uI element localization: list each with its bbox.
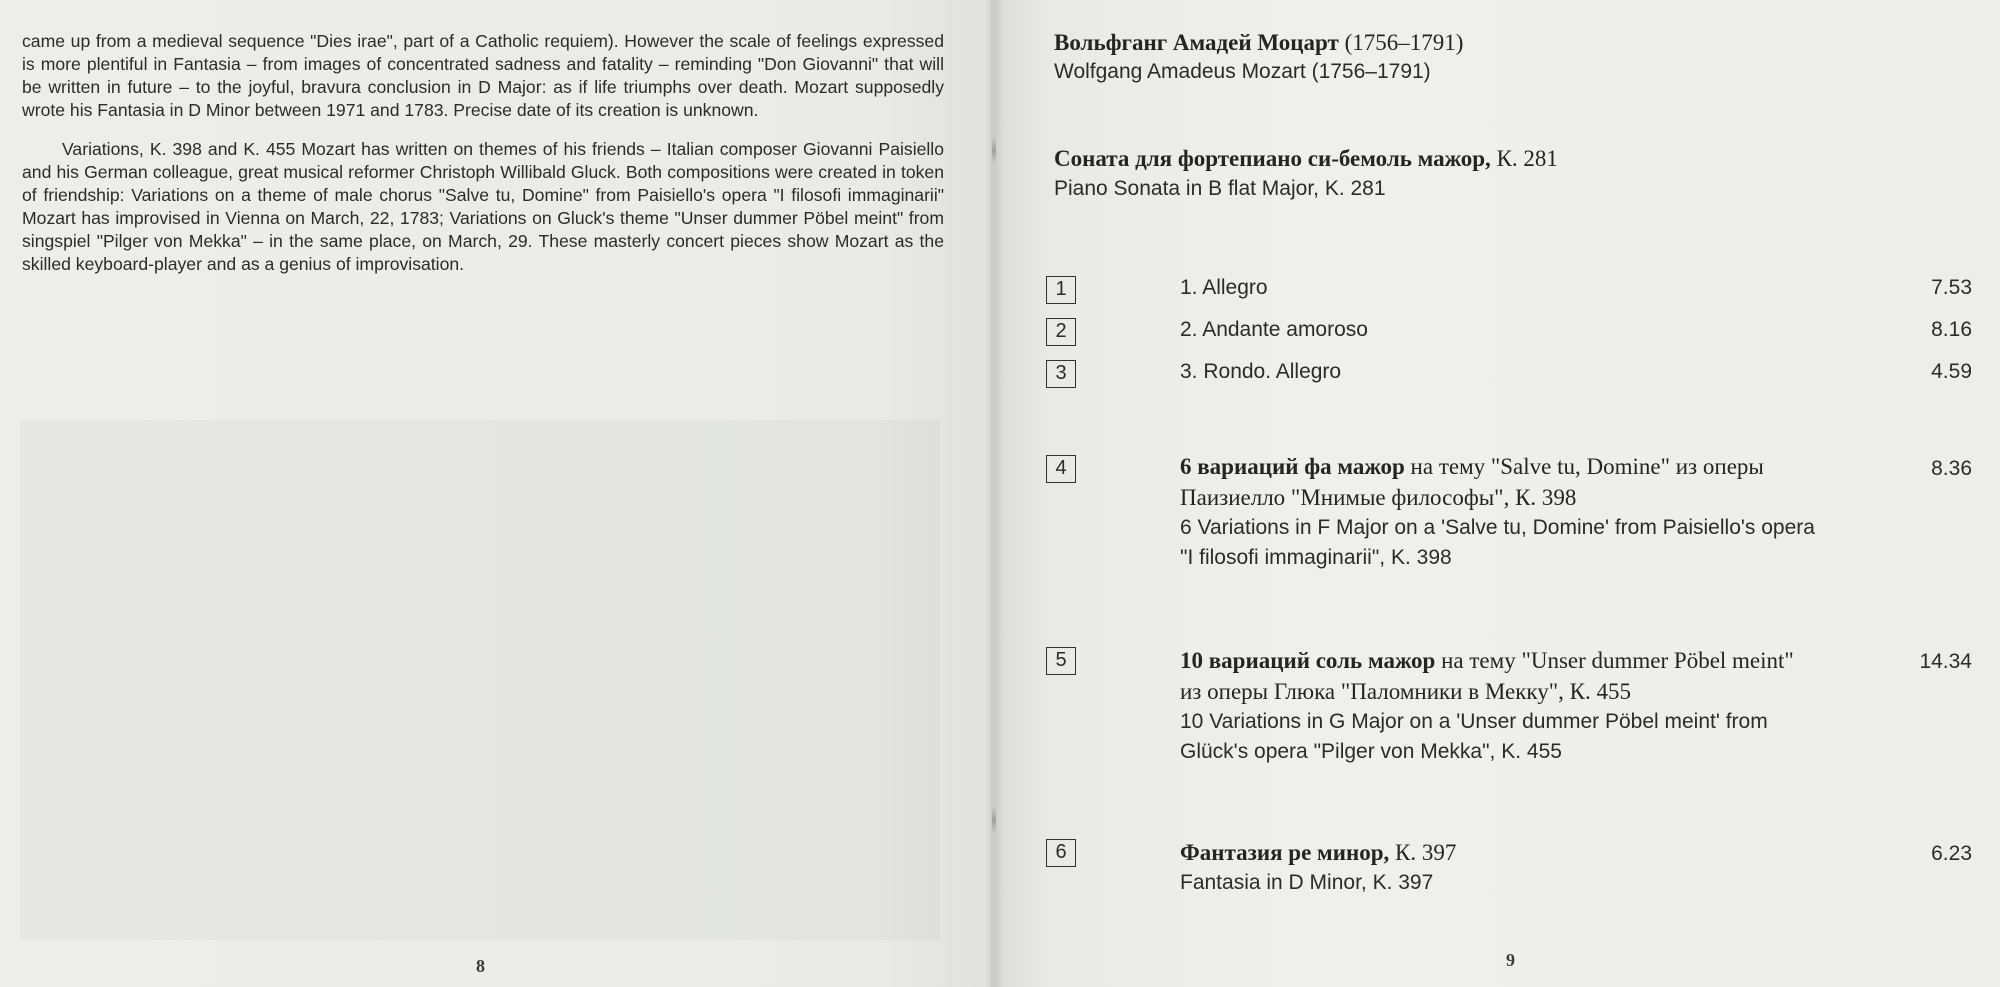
track-title-1: 1. Allegro — [1180, 276, 1268, 299]
composer-name-russian: Вольфганг Амадей Моцарт (1756–1791) — [1054, 30, 1464, 55]
paragraph-fantasia: came up from a medieval sequence "Dies irae", part of a Catholic requiem). However the scale of feelings expressed is more plentiful in Fantasia – from images of concentrated sadness and fatality – reminding "Don Giovanni" that will be written in future – to the joyful, bravura conclusion in D Major: as if life triumphs over death. Mozart supposedly wrote his Fantasia in D Minor between 1971 and 1783. Precise date of its creation is unknown. — [22, 31, 944, 120]
left-page — [0, 0, 990, 987]
track-title-3: 3. Rondo. Allegro — [1180, 360, 1342, 383]
left-page-body — [22, 30, 944, 292]
work-title-russian: 6 вариаций фа мажор на тему "Salve tu, Domine" из оперы Паизиелло "Мнимые философы", К. 398 — [1180, 454, 1764, 510]
track-number-4: 4 — [1046, 455, 1076, 483]
work-fantasia-k397 — [1180, 837, 1820, 898]
work-title-russian: Фантазия ре минор, К. 397 — [1180, 840, 1457, 865]
work-variations-k455 — [1180, 645, 1820, 767]
sonata-title-russian: Соната для фортепиано си-бемоль мажор, К. 281 — [1054, 146, 1558, 171]
track-time-3: 4.59 — [1931, 360, 1972, 383]
track-time-5: 14.34 — [1919, 650, 1972, 673]
page-number-right: 9 — [1506, 950, 1515, 970]
staple-top — [992, 135, 996, 165]
track-title-2: 2. Andante amoroso — [1180, 318, 1368, 341]
staple-bottom — [992, 805, 996, 835]
track-number-1: 1 — [1046, 276, 1076, 304]
composer-name-english: Wolfgang Amadeus Mozart (1756–1791) — [1054, 60, 1431, 83]
track-time-6: 6.23 — [1931, 842, 1972, 865]
track-number-3: 3 — [1046, 360, 1076, 388]
bleed-through-text — [20, 420, 940, 940]
work-title-russian: 10 вариаций соль мажор на тему "Unser dummer Pöbel meint" из оперы Глюка "Паломники в Мекку", К. 455 — [1180, 648, 1794, 704]
page-number-left: 8 — [476, 956, 485, 976]
track-time-2: 8.16 — [1931, 318, 1972, 341]
track-time-4: 8.36 — [1931, 457, 1972, 480]
work-title-english: 6 Variations in F Major on a 'Salve tu, Domine' from Paisiello's opera "I filosofi immaginarii", K. 398 — [1180, 516, 1815, 569]
work-title-english: Fantasia in D Minor, K. 397 — [1180, 871, 1434, 894]
paragraph-variations: Variations, K. 398 and K. 455 Mozart has written on themes of his friends – Italian composer Giovanni Paisiello and his German colleague, great musical reformer Christoph Willibald Gluck. Both compositions were created in token of friendship: Variations on a theme of male chorus "Salve tu, Domine" from Paisiello's opera "I filosofi immaginarii" Mozart has improvised in Vienna on March, 22, 1783; Variations on Gluck's theme "Unser dummer Pöbel meint" from singspiel "Pilger von Mekka" – in the same place, on March, 29. These masterly concert pieces show Mozart as the skilled keyboard-player and as a genius of improvisation. — [22, 139, 944, 274]
track-number-6: 6 — [1046, 839, 1076, 867]
track-time-1: 7.53 — [1931, 276, 1972, 299]
work-variations-k398 — [1180, 451, 1820, 573]
track-number-2: 2 — [1046, 318, 1076, 346]
sonata-title-english: Piano Sonata in B flat Major, K. 281 — [1054, 177, 1386, 200]
track-number-5: 5 — [1046, 647, 1076, 675]
work-title-english: 10 Variations in G Major on a 'Unser dummer Pöbel meint' from Glück's opera "Pilger von Mekka", K. 455 — [1180, 710, 1768, 763]
